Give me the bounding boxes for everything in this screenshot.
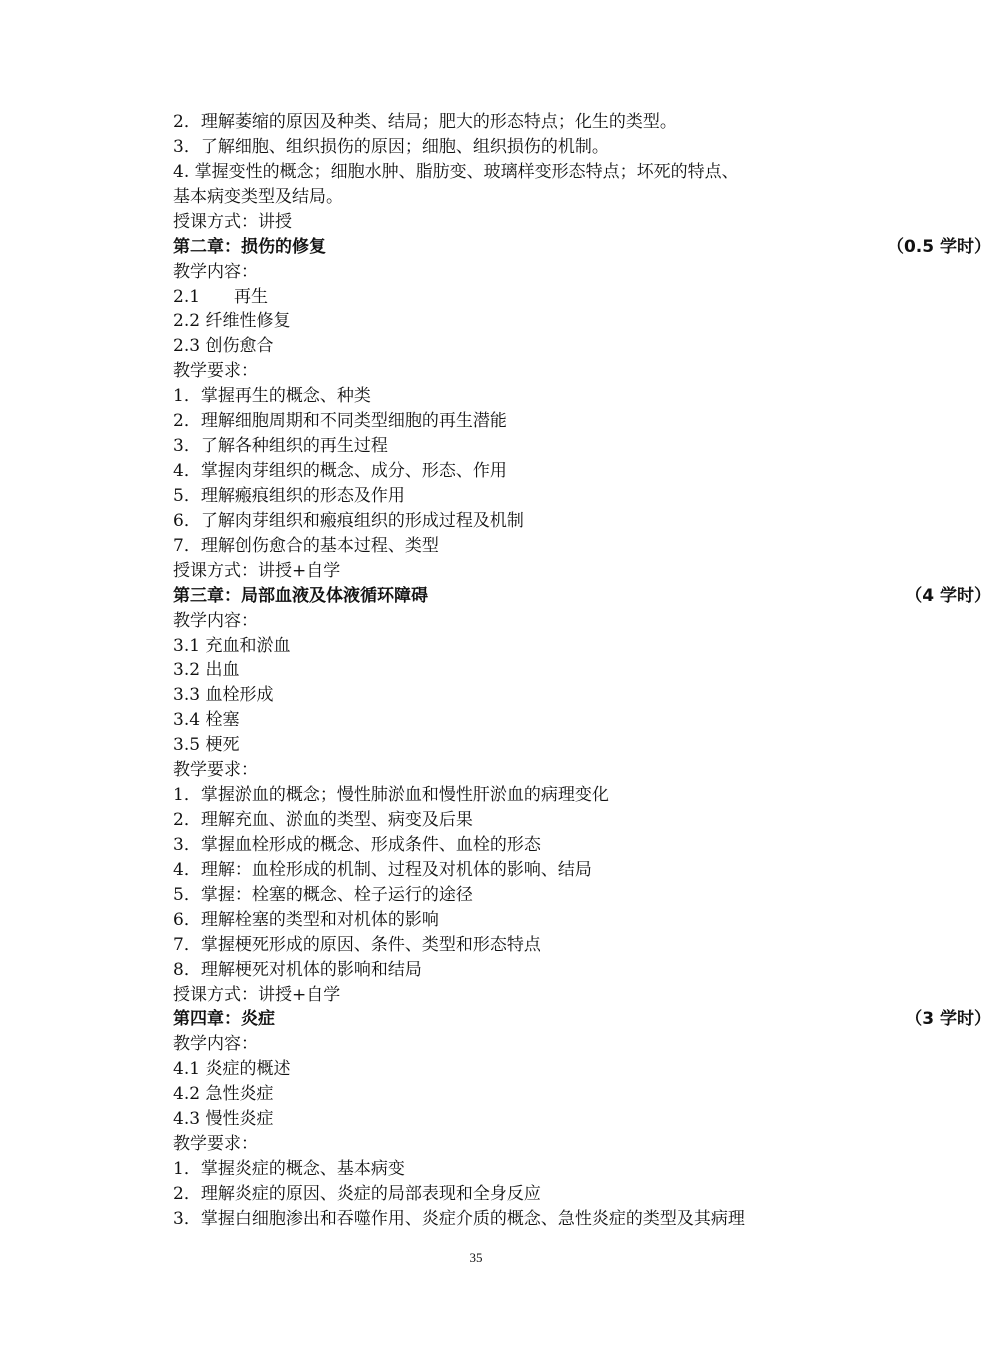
text-line-content: 教学内容： [173, 610, 258, 631]
text-line [173, 559, 833, 584]
chapter-heading [173, 1007, 991, 1032]
page-number: 35 [469, 1250, 483, 1265]
text-line [173, 285, 833, 310]
text-line [173, 210, 833, 235]
text-line-content: 授课方式：讲授+自学 [173, 984, 341, 1005]
chapter-title: 第四章：炎症 [173, 1009, 275, 1030]
text-line-content: 2．理解细胞周期和不同类型细胞的再生潜能 [173, 411, 507, 432]
text-line-content: 教学内容： [173, 1034, 258, 1055]
text-line [173, 434, 833, 459]
text-line [173, 733, 833, 758]
text-line-content: 8．理解梗死对机体的影响和结局 [173, 959, 422, 980]
chapter-hours: （3 学时） [905, 1009, 991, 1030]
text-line-content: 教学要求： [173, 361, 258, 382]
text-line-content: 2．理解萎缩的原因及种类、结局；肥大的形态特点；化生的类型。 [173, 112, 677, 132]
text-line-content: 3.4 栓塞 [173, 710, 240, 731]
text-line-content: 2．理解炎症的原因、炎症的局部表现和全身反应 [173, 1183, 541, 1204]
text-line [173, 908, 833, 933]
text-line [173, 459, 833, 484]
text-line-content: 7．掌握梗死形成的原因、条件、类型和形态特点 [173, 934, 541, 955]
text-line [173, 758, 833, 783]
chapter-heading [173, 584, 991, 609]
text-line [173, 983, 833, 1008]
chapter-heading [173, 235, 991, 260]
text-line [173, 359, 833, 384]
text-line [173, 708, 833, 733]
text-line-content: 3.3 血栓形成 [173, 685, 274, 706]
text-line [173, 1107, 833, 1132]
text-line [173, 534, 833, 559]
text-line [173, 1182, 833, 1207]
text-line [173, 309, 833, 334]
text-line [173, 185, 833, 210]
text-line [173, 1207, 833, 1232]
text-line-content: 2.3 创伤愈合 [173, 336, 274, 357]
text-line [173, 883, 833, 908]
text-line-content: 4.2 急性炎症 [173, 1084, 274, 1105]
text-line-content: 3．掌握血栓形成的概念、形成条件、血栓的形态 [173, 834, 541, 855]
text-line-content: 教学要求： [173, 760, 258, 781]
text-line [173, 110, 833, 135]
text-line [173, 609, 833, 634]
text-line [173, 634, 833, 659]
text-line-content: 4.1 炎症的概述 [173, 1059, 291, 1080]
text-line [173, 808, 833, 833]
text-line-content: 4．掌握肉芽组织的概念、成分、形态、作用 [173, 461, 507, 482]
text-line [173, 135, 833, 160]
text-line-content: 教学内容： [173, 261, 258, 282]
text-line-content: 3．了解细胞、组织损伤的原因；细胞、组织损伤的机制。 [173, 136, 609, 157]
text-line [173, 384, 833, 409]
text-line-content: 1．掌握淤血的概念；慢性肺淤血和慢性肝淤血的病理变化 [173, 785, 609, 806]
text-line [173, 1057, 833, 1082]
text-line-content: 4．理解：血栓形成的机制、过程及对机体的影响、结局 [173, 859, 592, 880]
text-line-content: 4. 掌握变性的概念；细胞水肿、脂肪变、玻璃样变形态特点；坏死的特点、 [173, 161, 739, 182]
text-line-content: 3．掌握白细胞渗出和吞噬作用、炎症介质的概念、急性炎症的类型及其病理 [173, 1208, 745, 1229]
text-line [173, 683, 833, 708]
text-line [173, 160, 833, 185]
text-line-content: 1．掌握炎症的概念、基本病变 [173, 1159, 405, 1180]
text-line-content: 2.2 纤维性修复 [173, 311, 291, 332]
text-line-content: 3.2 出血 [173, 660, 240, 681]
text-line-content: 6．理解栓塞的类型和对机体的影响 [173, 909, 439, 930]
text-line [173, 833, 833, 858]
text-line-content: 授课方式：讲授+自学 [173, 560, 341, 581]
text-line [173, 334, 833, 359]
text-line-content: 3.1 充血和淤血 [173, 635, 291, 656]
text-line-content: 7．理解创伤愈合的基本过程、类型 [173, 535, 439, 556]
text-line-content: 2．理解充血、淤血的类型、病变及后果 [173, 810, 473, 831]
text-line [173, 1132, 833, 1157]
text-line-content: 6．了解肉芽组织和瘢痕组织的形成过程及机制 [173, 510, 524, 531]
chapter-title: 第二章：损伤的修复 [173, 236, 326, 257]
text-line [173, 1157, 833, 1182]
text-line-content: 5．掌握：栓塞的概念、栓子运行的途径 [173, 884, 473, 905]
text-line [173, 858, 833, 883]
text-line-content: 授课方式：讲授 [173, 211, 292, 232]
text-line [173, 783, 833, 808]
chapter-title: 第三章：局部血液及体液循环障碍 [173, 585, 428, 606]
text-line-content: 4.3 慢性炎症 [173, 1109, 274, 1130]
text-line-content: 基本病变类型及结局。 [173, 186, 343, 207]
text-line [173, 260, 833, 285]
text-line-content: 1．掌握再生的概念、种类 [173, 386, 371, 407]
text-line [173, 1032, 833, 1057]
text-line-content: 2.1 再生 [173, 286, 269, 307]
text-line [173, 484, 833, 509]
chapter-hours: （0.5 学时） [886, 236, 991, 257]
text-line [173, 658, 833, 683]
text-line-content: 3．了解各种组织的再生过程 [173, 436, 388, 457]
text-line-content: 教学要求： [173, 1134, 258, 1155]
text-line [173, 1082, 833, 1107]
text-line [173, 933, 833, 958]
text-line-content: 3.5 梗死 [173, 735, 240, 756]
chapter-hours: （4 学时） [905, 585, 991, 606]
text-line [173, 958, 833, 983]
text-line [173, 409, 833, 434]
text-line-content: 5．理解瘢痕组织的形态及作用 [173, 485, 405, 506]
text-line [173, 509, 833, 534]
